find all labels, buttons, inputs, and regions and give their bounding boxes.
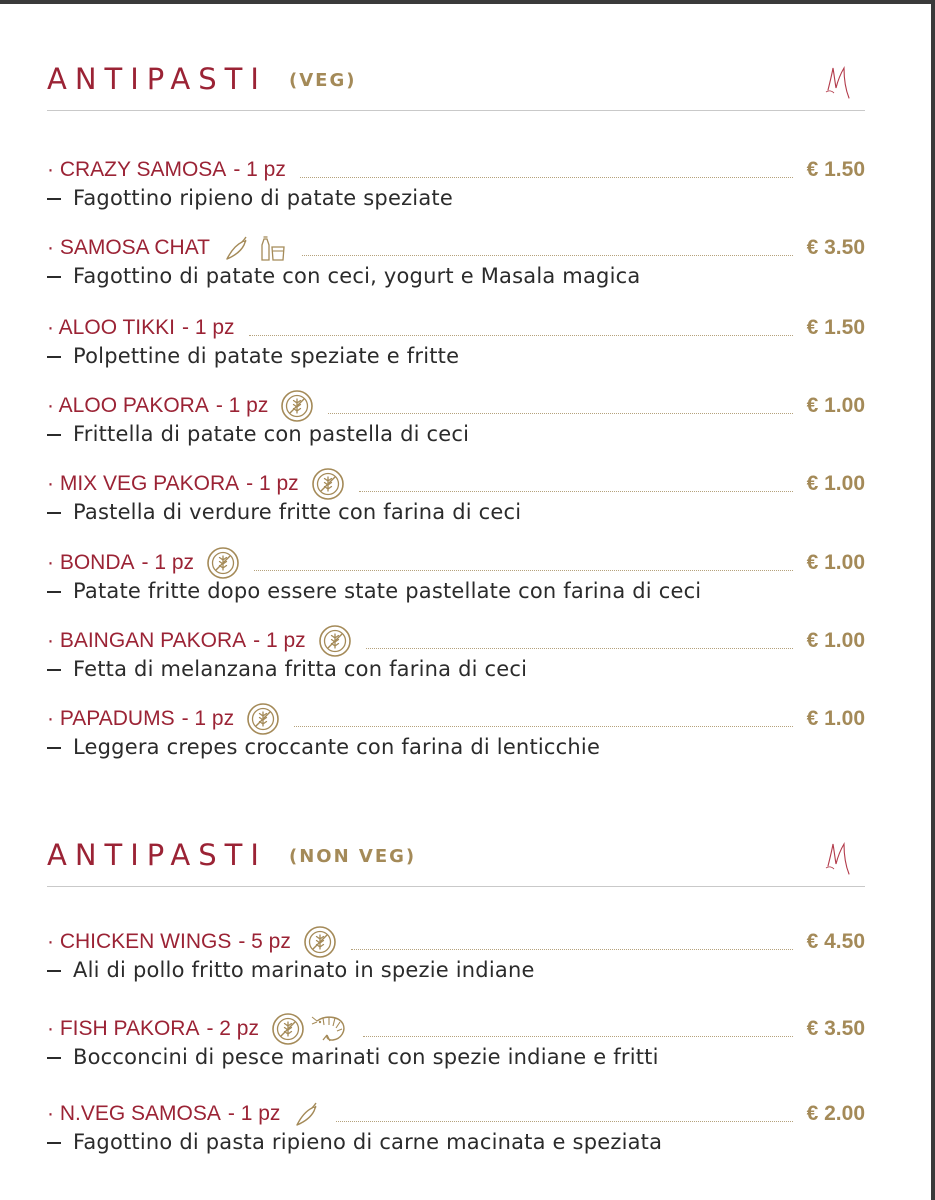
section-divider: [47, 110, 865, 111]
menu-item-line: [47, 1014, 865, 1044]
menu-item-line: [47, 391, 865, 421]
menu-item-price: € 3.50: [806, 236, 865, 259]
menu-item-description: Pastella di verdure fritte con farina di ceci: [47, 500, 521, 524]
gluten-free-icon: [318, 624, 352, 658]
section-divider: [47, 886, 865, 887]
menu-item-name: · ALOO TIKKI: [47, 316, 175, 339]
menu-item-name: · BAINGAN PAKORA: [47, 629, 247, 652]
menu-item-quantity: - 1 pz: [253, 629, 306, 652]
gluten-free-icon: [271, 1012, 305, 1046]
window-frame-right: [931, 0, 935, 1200]
menu-item-icons: [206, 546, 240, 580]
menu-item: [47, 469, 865, 531]
menu-item-description: Leggera crepes croccante con farina di lenticchie: [47, 735, 600, 759]
menu-item-name: · CHICKEN WINGS: [47, 930, 232, 953]
dotted-leader: [249, 321, 793, 336]
dotted-leader: [302, 241, 793, 256]
menu-item-icons: [222, 233, 288, 263]
menu-item-name: · ALOO PAKORA: [47, 394, 209, 417]
menu-item-description: Patate fritte dopo essere state pastellate con farina di ceci: [47, 579, 701, 603]
window-frame-top: [0, 0, 935, 4]
menu-item-name: · FISH PAKORA: [47, 1017, 200, 1040]
menu-item: [47, 626, 865, 688]
shrimp-icon: [311, 1012, 349, 1046]
menu-item-line: [47, 927, 865, 957]
menu-item-quantity: - 2 pz: [206, 1017, 259, 1040]
menu-item-icons: [280, 389, 314, 423]
menu-item-quantity: - 1 pz: [233, 158, 286, 181]
menu-item-icons: [311, 467, 345, 501]
menu-item-quantity: - 1 pz: [182, 316, 235, 339]
menu-item-line: [47, 233, 865, 263]
menu-item-quantity: - 5 pz: [238, 930, 291, 953]
section-title: ANTIPASTI: [47, 62, 267, 96]
menu-item: [47, 233, 865, 295]
dotted-leader: [351, 935, 793, 950]
menu-item-price: € 4.50: [806, 930, 865, 953]
menu-item-line: [47, 626, 865, 656]
menu-item-name: · BONDA: [47, 551, 135, 574]
menu-item-price: € 1.50: [806, 316, 865, 339]
dotted-leader: [363, 1022, 793, 1037]
menu-item-description: Fetta di melanzana fritta con farina di ceci: [47, 657, 527, 681]
monogram-logo-icon: [823, 60, 859, 100]
menu-item-icons: [318, 624, 352, 658]
menu-item-description: Fagottino ripieno di patate speziate: [47, 186, 453, 210]
menu-item-price: € 1.00: [806, 394, 865, 417]
menu-item-description: Ali di pollo fritto marinato in spezie indiane: [47, 958, 535, 982]
dotted-leader: [254, 556, 793, 571]
menu-item: [47, 1099, 865, 1161]
menu-item-line: [47, 469, 865, 499]
dotted-leader: [366, 634, 793, 649]
monogram-logo-icon: [823, 836, 859, 876]
dotted-leader: [328, 399, 792, 414]
gluten-free-icon: [246, 702, 280, 736]
menu-item: [47, 155, 865, 217]
menu-item: [47, 313, 865, 375]
menu-item-description: Fagottino di patate con ceci, yogurt e Masala magica: [47, 264, 640, 288]
menu-item-description: Bocconcini di pesce marinati con spezie indiane e fritti: [47, 1045, 659, 1069]
menu-item-name: · MIX VEG PAKORA: [47, 472, 240, 495]
menu-item-line: [47, 548, 865, 578]
gluten-free-icon: [303, 925, 337, 959]
menu-item-description: Fagottino di pasta ripieno di carne macinata e speziata: [47, 1130, 662, 1154]
menu-item-icons: [271, 1012, 349, 1046]
menu-item: [47, 1014, 865, 1076]
dotted-leader: [300, 163, 793, 178]
dotted-leader: [359, 477, 793, 492]
gluten-free-icon: [311, 467, 345, 501]
menu-item-description: Frittella di patate con pastella di ceci: [47, 422, 469, 446]
menu-item: [47, 391, 865, 453]
menu-item-line: [47, 313, 865, 343]
menu-item-quantity: - 1 pz: [215, 394, 269, 417]
menu-item-icons: [246, 702, 280, 736]
menu-item: [47, 927, 865, 989]
gluten-free-icon: [206, 546, 240, 580]
menu-item-price: € 1.50: [806, 158, 865, 181]
menu-item-price: € 2.00: [806, 1102, 865, 1125]
menu-item-name: · N.VEG SAMOSA: [47, 1102, 221, 1125]
menu-item-line: [47, 704, 865, 734]
menu-item-name: · CRAZY SAMOSA: [47, 158, 227, 181]
menu-item-icons: [292, 1099, 322, 1129]
menu-item-quantity: - 1 pz: [141, 551, 195, 574]
dotted-leader: [336, 1107, 792, 1122]
menu-item-price: € 1.00: [806, 551, 865, 574]
menu-item-quantity: - 1 pz: [246, 472, 299, 495]
section-header: [47, 62, 865, 122]
chili-icon: [292, 1099, 322, 1129]
menu-item: [47, 548, 865, 610]
menu-item-price: € 1.00: [806, 472, 865, 495]
section-header: [47, 838, 865, 898]
menu-item-price: € 1.00: [806, 707, 865, 730]
menu-item-quantity: - 1 pz: [227, 1102, 281, 1125]
menu-item-price: € 3.50: [806, 1017, 865, 1040]
menu-item: [47, 704, 865, 766]
menu-item-line: [47, 1099, 865, 1129]
section-subtitle: (VEG): [289, 70, 357, 91]
menu-item-quantity: - 1 pz: [181, 707, 235, 730]
menu-item-line: [47, 155, 865, 185]
dotted-leader: [294, 712, 793, 727]
gluten-free-icon: [280, 389, 314, 423]
menu-item-icons: [303, 925, 337, 959]
menu-item-description: Polpettine di patate speziate e fritte: [47, 344, 459, 368]
chili-icon: [222, 233, 252, 263]
menu-item-price: € 1.00: [806, 629, 865, 652]
section-subtitle: (NON VEG): [289, 846, 417, 867]
dairy-icon: [258, 233, 288, 263]
menu-item-name: · SAMOSA CHAT: [47, 236, 210, 259]
section-title: ANTIPASTI: [47, 838, 267, 872]
menu-item-name: · PAPADUMS: [47, 707, 175, 730]
